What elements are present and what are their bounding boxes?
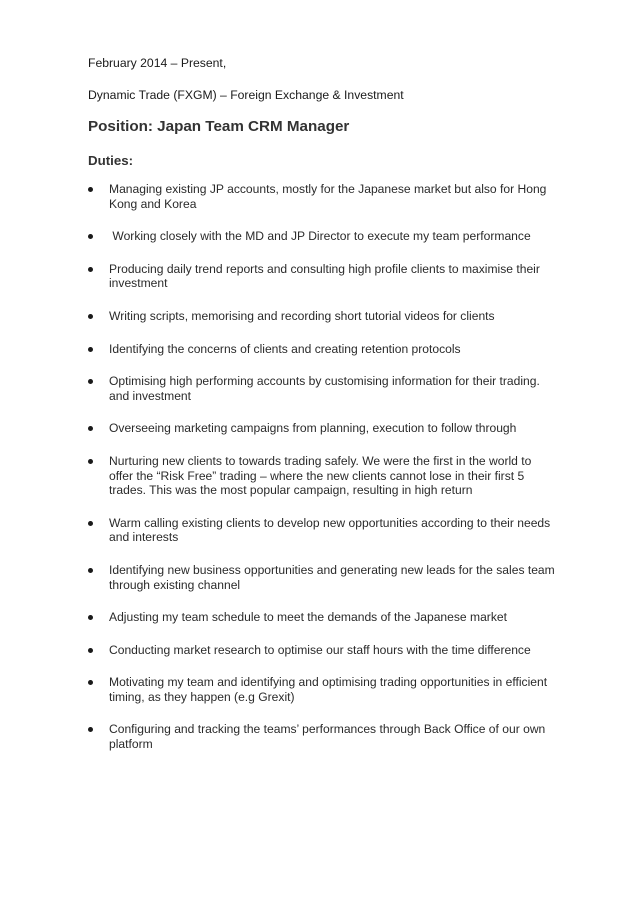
bullet-icon (88, 648, 93, 653)
bullet-icon (88, 521, 93, 526)
bullet-icon (88, 234, 93, 239)
duty-item (88, 643, 558, 658)
duty-item (88, 182, 558, 211)
duty-item (88, 610, 558, 625)
duty-item (88, 563, 558, 592)
duty-text: Adjusting my team schedule to meet the demands of the Japanese market (109, 610, 507, 625)
bullet-icon (88, 680, 93, 685)
duty-text: Identifying the concerns of clients and creating retention protocols (109, 341, 461, 356)
duty-text: Configuring and tracking the teams’ performances through Back Office of our own platform (109, 722, 546, 752)
duty-item (88, 722, 558, 751)
bullet-icon (88, 314, 93, 319)
duty-text: Conducting market research to optimise our staff hours with the time difference (109, 642, 531, 657)
duty-text: Managing existing JP accounts, mostly for the Japanese market but also for Hong Kong and Korea (109, 182, 547, 211)
company-name: Dynamic Trade (FXGM) – Foreign Exchange & Investment (88, 88, 404, 102)
duty-item (88, 262, 558, 291)
bullet-icon (88, 426, 93, 431)
duty-text: Nurturing new clients to towards trading safely. We were the first in the world to offer the “Risk Free” trading – where the new clients cannot lose in their first 5 trades. This was the most popular campaign, resulting in high return (109, 453, 532, 498)
bullet-icon (88, 187, 93, 192)
duty-item (88, 374, 558, 403)
employment-date-range: February 2014 – Present, (88, 56, 227, 70)
bullet-icon (88, 727, 93, 732)
duty-text: Writing scripts, memorising and recording short tutorial videos for clients (109, 308, 495, 323)
bullet-icon (88, 615, 93, 620)
duty-item (88, 516, 558, 545)
duty-item (88, 421, 558, 436)
duty-text: Overseeing marketing campaigns from planning, execution to follow through (109, 421, 517, 436)
bullet-icon (88, 459, 93, 464)
duties-list (88, 182, 558, 752)
duty-item (88, 675, 558, 704)
bullet-icon (88, 379, 93, 384)
bullet-icon (88, 347, 93, 352)
duties-heading: Duties: (88, 153, 134, 168)
duty-item (88, 229, 558, 244)
duty-text: Working closely with the MD and JP Director to execute my team performance (109, 229, 531, 244)
duty-text: Warm calling existing clients to develop new opportunities according to their needs and interests (109, 515, 551, 545)
duty-item (88, 309, 558, 324)
duty-text: Optimising high performing accounts by customising information for their trading. and investment (109, 374, 540, 403)
duty-text: Producing daily trend reports and consulting high profile clients to maximise their investment (109, 261, 540, 291)
duty-text: Identifying new business opportunities and generating new leads for the sales team through existing channel (109, 562, 555, 592)
duty-item (88, 342, 558, 357)
bullet-icon (88, 568, 93, 573)
position-title: Position: Japan Team CRM Manager (88, 118, 350, 135)
duty-text: Motivating my team and identifying and optimising trading opportunities in efficient timing, as they happen (e.g Grexit) (109, 675, 548, 704)
bullet-icon (88, 267, 93, 272)
duty-item (88, 454, 558, 498)
